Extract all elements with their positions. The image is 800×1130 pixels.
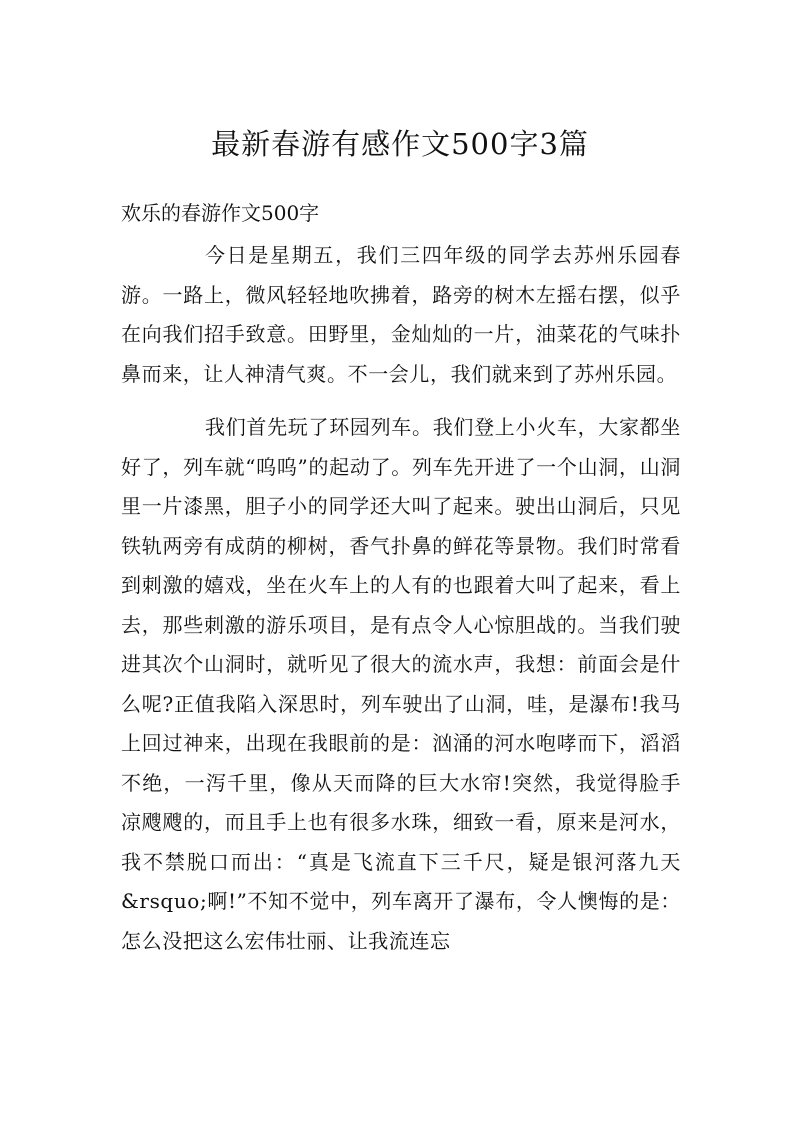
paragraph-2: 我们首先玩了环园列车。我们登上小火车，大家都坐好了，列车就“呜呜”的起动了。列车先开进了一个山洞，山洞里一片漆黑，胆子小的同学还大叫了起来。驶出山洞后，只见铁轨两旁有成荫的柳树，香气扑鼻的鲜花等景物。我们时常看到刺激的嬉戏，坐在火车上的人有的也跟着大叫了起来，看上去，那些刺激的游乐项目，是有点令人心惊胆战的。当我们驶进其次个山洞时，就听见了很大的流水声，我想：前面会是什么呢?正值我陷入深思时，列车驶出了山洞，哇，是瀑布!我马上回过神来，出现在我眼前的是：汹涌的河水咆哮而下，滔滔不绝，一泻千里，像从天而降的巨大水帘!突然，我觉得脸手凉飕飕的，而且手上也有很多水珠，细致一看，原来是河水，我不禁脱口而出：“真是飞流直下三千尺，疑是银河落九天&rsquo;啊!”不知不觉中，列车离开了瀑布，令人懊悔的是：怎么没把这么宏伟壮丽、让我流连忘: [121, 415, 681, 953]
document-subtitle: 欢乐的春游作文500字: [121, 201, 320, 225]
paragraph-1: 今日是星期五，我们三四年级的同学去苏州乐园春游。一路上，微风轻轻地吹拂着，路旁的树木左摇右摆，似乎在向我们招手致意。田野里，金灿灿的一片，油菜花的气味扑鼻而来，让人神清气爽。不一会儿，我们就来到了苏州乐园。: [121, 243, 681, 386]
document-title: 最新春游有感作文500字3篇: [211, 127, 589, 161]
document-body: [121, 236, 681, 975]
